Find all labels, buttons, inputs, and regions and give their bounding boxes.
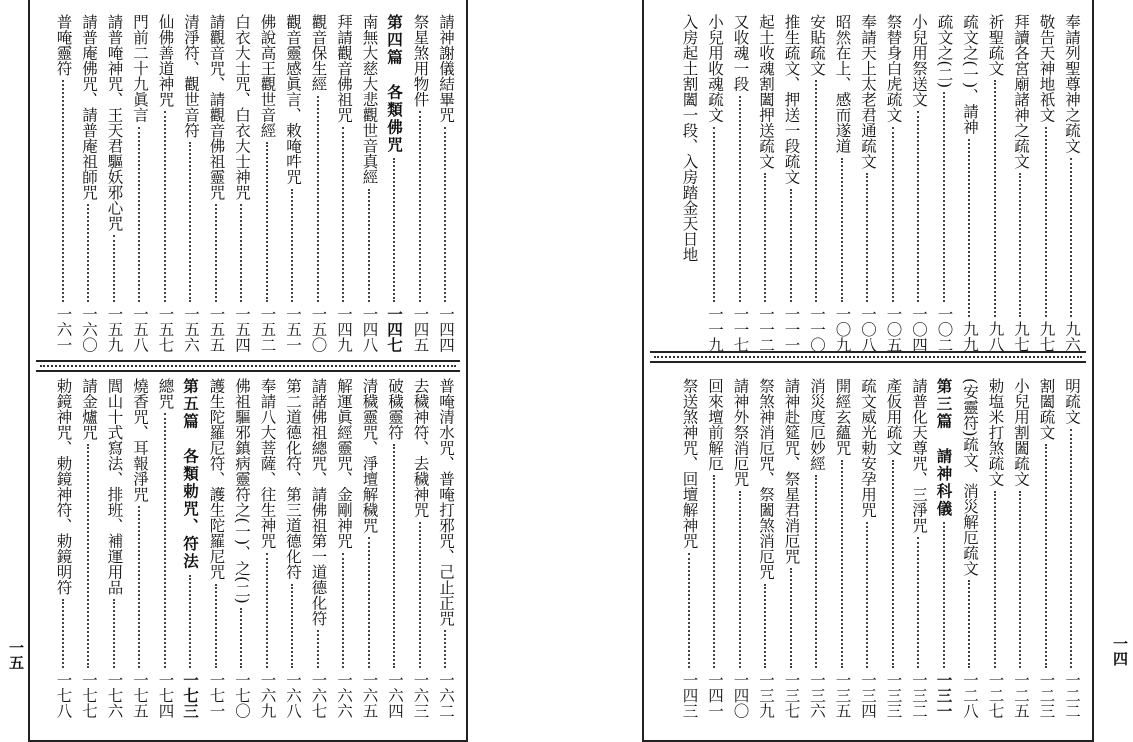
toc-entry [753,378,779,718]
dot-leader [790,568,792,668]
dot-leader [739,491,741,668]
dot-leader [291,584,293,668]
toc-entry-title: 小兒用祭送文 [910,14,928,107]
toc-entry [229,378,255,718]
dot-leader [342,553,344,668]
toc-entry-page: 一五七 [156,305,175,352]
toc-entry [331,14,357,352]
toc-entry [753,14,779,352]
toc-entry [407,14,433,352]
dot-leader [943,522,945,668]
dot-leader [419,522,421,668]
toc-entry-title: 請神謝儀結畢咒 [437,14,455,123]
dot-leader [1019,491,1021,668]
dot-leader [444,127,446,302]
toc-entry-page: 一三七 [782,671,801,718]
toc-entry-page: 一五一 [284,305,302,352]
toc-entry-page: 一〇二 [935,305,954,352]
toc-entry-page: 九七 [1012,321,1030,352]
toc-entry-title: 明疏文 [1063,378,1081,425]
toc-entry-page: 九六 [1063,321,1081,352]
dot-leader [215,204,217,302]
toc-entry [804,378,830,718]
dot-leader [943,92,945,301]
toc-entry [727,14,753,352]
toc-entry-page: 一一二 [757,305,775,352]
toc-entry [1059,14,1085,352]
toc-entry-title: 拜讀各宮廟諸神之疏文 [1012,14,1030,169]
toc-entry-page: 一七三 [181,671,200,718]
dot-leader [739,96,741,302]
dot-leader [815,80,817,302]
toc-entry [407,378,433,718]
toc-entry-title: 觀音靈感眞言、敕唵吽咒 [284,14,302,185]
toc-entry-page: 一六九 [258,671,277,718]
dot-leader [1019,173,1021,317]
toc-entry-page: 九七 [1037,321,1056,352]
toc-entry-title: 祭煞神消厄咒、祭闔煞消厄咒 [757,378,775,580]
toc-entry-title: 請諸佛祖總咒、請佛祖第一道德化符 [309,378,328,626]
toc-entry [676,378,702,718]
toc-entry [957,14,983,352]
dot-leader [138,127,140,302]
toc-entry [152,14,178,352]
toc-entry-page: 一一〇 [808,305,826,352]
toc-entry [829,378,855,718]
toc-entry-title: 清穢靈咒、淨壇解穢咒 [360,378,379,533]
toc-entry-page: 一三九 [757,671,775,718]
toc-entry [280,14,306,352]
toc-entry-title: 第二道德化符、第三道德化符 [284,378,302,580]
dot-leader [87,204,89,302]
dot-leader [317,96,319,302]
toc-entry-page: 一三二 [910,671,928,718]
dot-leader [841,460,843,668]
dot-leader [892,127,894,302]
dot-leader [240,204,242,302]
toc-entry [931,14,957,352]
toc-entry [778,378,804,718]
toc-entry [1008,14,1034,352]
toc-entry-title: 白衣大士咒、白衣大士神咒 [233,14,251,200]
toc-entry-page: 一四一 [706,671,724,718]
toc-entry-title: 勅塩米打煞疏文 [986,378,1005,487]
toc-entry-page: 一四七 [385,305,404,352]
toc-entry-page: 一五〇 [309,305,328,352]
toc-entry-page: 一三四 [859,671,877,718]
toc-entry-page: 一三一 [934,671,954,718]
toc-entry-title: 請觀音咒、請觀音佛祖靈咒 [207,14,226,200]
toc-entry [254,14,280,352]
ornamental-divider [36,360,460,372]
page-number: 一五 [7,640,25,670]
toc-entry-title: 祈聖疏文 [986,14,1005,76]
dot-leader [419,111,421,302]
right-page-top-list [644,14,1092,352]
dot-leader [164,413,166,668]
toc-entry [127,14,153,352]
dot-leader [393,158,395,302]
dot-leader [892,460,894,668]
toc-entry-title: 請金爐咒 [80,378,98,440]
toc-entry [127,378,153,718]
toc-entry-page: 一六七 [309,671,328,718]
toc-entry-title: 開經玄蘊咒 [833,378,852,456]
toc-entry-page: 一七一 [207,671,226,718]
toc-entry [101,14,127,352]
toc-entry-title: 去穢神符、去穢神咒 [411,378,430,518]
left-page-top-list [30,14,466,352]
toc-entry [855,378,881,718]
dot-leader [444,630,446,668]
dot-leader [866,173,868,302]
toc-entry-title: 普唵靈符 [54,14,73,76]
toc-entry-page: 一二五 [1012,671,1030,718]
toc-entry-page: 一四八 [360,305,379,352]
dot-leader [994,80,996,317]
dot-leader [713,127,715,302]
toc-entry-page: 一七六 [105,671,124,718]
toc-entry [906,14,932,352]
toc-entry-title: 第四篇 各類佛咒 [385,14,404,154]
dot-leader [815,475,817,668]
section-heading [382,14,408,352]
toc-entry-page: 一六三 [411,671,430,718]
dot-leader [113,235,115,302]
dot-leader [764,584,766,668]
toc-entry-title: 普唵清水咒、普唵打邪咒、己止正咒 [437,378,455,626]
toc-entry-title: 疏文威光勅安孕用咒 [859,378,877,518]
toc-entry [203,378,229,718]
toc-entry-title: 奉請列聖尊神之疏文 [1063,14,1081,154]
toc-entry-page: 九九 [961,321,979,352]
dot-leader [713,475,715,668]
dot-leader [189,575,191,668]
dot-leader [164,111,166,302]
toc-entry-page: 一六八 [284,671,302,718]
toc-entry-title: 解運眞經靈咒、金剛神咒 [335,378,353,549]
toc-entry-page: 一〇八 [859,305,877,352]
dot-leader [866,522,868,668]
dot-leader [790,189,792,302]
section-heading [931,378,957,718]
toc-entry [982,378,1008,718]
toc-entry-page: 一三三 [884,671,903,718]
dot-leader [1045,444,1047,668]
dot-leader [688,553,690,668]
toc-entry-title: 閭山十式寫法、排班、補運用品 [105,378,124,595]
toc-entry-title: 清淨符、觀世音符 [182,14,200,138]
toc-entry-page: 一〇九 [833,305,852,352]
ornamental-divider [650,351,1086,363]
toc-entry-page: 一一七 [731,305,750,352]
toc-entry [356,14,382,352]
toc-entry [829,14,855,352]
toc-entry-page: 一五五 [207,305,226,352]
dot-leader [62,80,64,302]
dot-leader [968,139,970,317]
toc-entry-page: 一三六 [808,671,826,718]
dot-leader [917,537,919,668]
toc-entry [676,14,702,352]
toc-entry-title: 起土收魂割闔押送疏文 [757,14,775,169]
dot-leader [393,444,395,668]
toc-entry-title: 請神外祭消厄咒 [731,378,750,487]
toc-entry-title: 安貼疏文 [808,14,826,76]
right-page [642,0,1094,742]
dot-leader [240,608,242,668]
toc-entry [280,378,306,718]
toc-entry-page: 一三五 [833,671,852,718]
toc-entry-page: 一〇五 [884,305,903,352]
toc-entry-title: 門前二十九眞言 [131,14,149,123]
toc-entry-page: 一五九 [105,305,124,352]
toc-entry-page: 一七八 [54,671,73,718]
toc-entry [906,378,932,718]
dot-leader [1045,127,1047,318]
dot-leader [317,630,319,668]
page-number: 一四 [1111,636,1129,666]
toc-entry [178,14,204,352]
toc-entry-page: 一六二 [437,671,455,718]
toc-entry [982,14,1008,352]
toc-entry-page: 一四三 [680,671,699,718]
toc-entry [855,14,881,352]
toc-entry-page: 一五六 [182,305,200,352]
toc-entry-page: 一二三 [1037,671,1056,718]
toc-entry [880,14,906,352]
toc-entry [1033,378,1059,718]
right-page-bottom-list [644,378,1092,718]
toc-entry [76,14,102,352]
toc-entry-page: 一四九 [335,305,353,352]
toc-entry-page: 一二八 [961,671,979,718]
toc-entry-title: 疏文之(二) [935,14,954,89]
toc-entry-page: 一五四 [233,305,251,352]
toc-entry-page: 一七五 [131,671,149,718]
toc-entry-title: 割闔疏文 [1037,378,1056,440]
toc-entry-title: 南無大慈大悲觀世音真經 [360,14,379,185]
toc-entry-title: 請普化天尊咒、三淨咒 [910,378,928,533]
dot-leader [87,444,89,668]
toc-entry-title: 小兒用收魂疏文 [706,14,724,123]
toc-entry-title: 拜請觀音佛祖咒 [335,14,353,123]
toc-entry-page: 一五二 [258,305,277,352]
toc-entry-page: 一六〇 [80,305,98,352]
toc-entry [203,14,229,352]
toc-entry [50,378,76,718]
toc-entry [957,378,983,718]
dot-leader [291,189,293,302]
toc-entry [331,378,357,718]
dot-leader [994,491,996,668]
toc-entry-page: 一四五 [411,305,430,352]
toc-entry-title: 小兒用割闔疏文 [1012,378,1030,487]
toc-entry [1008,378,1034,718]
toc-entry-title: 觀音保生經 [309,14,328,92]
toc-entry-title: 請普庵佛咒、請普庵祖師咒 [80,14,98,200]
toc-entry-title: 勅鏡神咒、勅鏡神符、勅鏡明符 [54,378,73,595]
toc-entry-title: 燒香咒、耳報淨咒 [131,378,149,502]
toc-entry [356,378,382,718]
toc-entry [101,378,127,718]
toc-entry-page: 一六四 [386,671,404,718]
toc-entry-title: 佛說高王觀世音經 [258,14,277,138]
toc-entry-page: 一七〇 [233,671,251,718]
toc-entry-page: 一〇四 [910,305,928,352]
toc-entry-title: 護生陀羅尼符、護生陀羅尼咒 [207,378,226,580]
toc-entry-title: 推生疏文、押送一段疏文 [782,14,801,185]
toc-entry [1059,378,1085,718]
toc-entry-title: 奉請天上太老君通疏文 [859,14,877,169]
toc-entry-title: 祭替身白虎疏文 [884,14,903,123]
toc-entry-title: 第三篇 請神科儀 [934,378,954,518]
toc-entry-page: 一六一 [54,305,73,352]
toc-entry-title: 疏文之(一)、請神 [961,14,979,135]
dot-leader [113,599,115,668]
toc-entry [305,14,331,352]
toc-entry-title: 仙佛善道神咒 [156,14,175,107]
toc-entry-page: 一二二 [1063,671,1081,718]
dot-leader [368,537,370,668]
toc-entry [702,14,728,352]
toc-entry-title: 奉請八大菩薩、往生神咒 [258,378,277,549]
toc-entry-title: 入房起土割闔一段、入房踏金天日地 [680,14,699,262]
toc-entry-title: 祭星煞用物件 [411,14,430,107]
dot-leader [266,553,268,668]
dot-leader [189,142,191,302]
toc-entry-title: 祭送煞神咒、回壇解神咒 [680,378,699,549]
toc-entry [305,378,331,718]
toc-entry [254,378,280,718]
toc-entry-title: 破穢靈符 [386,378,404,440]
toc-entry-title: 產仮用疏文 [884,378,903,456]
toc-entry-title: 佛祖驅邪鎮病靈符之(一)、之(二) [233,378,251,604]
toc-entry-title: 昭然在上、感而遂道 [833,14,852,154]
toc-entry [727,378,753,718]
toc-entry-page: 一二七 [986,671,1005,718]
toc-entry [433,378,459,718]
toc-entry [50,14,76,352]
toc-entry [880,378,906,718]
toc-entry-page: 一六六 [335,671,353,718]
toc-entry-page: 九八 [986,321,1005,352]
toc-entry [804,14,830,352]
dot-leader [342,127,344,302]
toc-entry-title: 回來壇前解厄 [706,378,724,471]
toc-entry-title: 第五篇 各類勅咒、符法 [181,378,200,571]
toc-entry [382,378,408,718]
toc-entry [778,14,804,352]
dot-leader [215,584,217,668]
toc-entry-title: 敬告天神地祇文 [1037,14,1056,123]
toc-entry-page: 一一一 [782,305,801,352]
dot-leader [841,158,843,302]
toc-entry [152,378,178,718]
dot-leader [1070,429,1072,668]
dot-leader [917,111,919,302]
toc-entry-title: 又收魂一段 [731,14,750,92]
toc-entry [229,14,255,352]
toc-entry [76,378,102,718]
dot-leader [368,189,370,302]
toc-entry-page: 一七四 [156,671,175,718]
dot-leader [138,506,140,668]
toc-entry-title: 總咒 [156,378,175,409]
dot-leader [968,580,970,667]
left-page [28,0,468,742]
dot-leader [764,173,766,302]
toc-entry-page: 一五八 [131,305,149,352]
toc-entry-page: 一七七 [80,671,98,718]
toc-entry-title: 請神赴筵咒、祭星君消厄咒 [782,378,801,564]
toc-entry-page: 一六五 [360,671,379,718]
toc-entry [702,378,728,718]
dot-leader [266,142,268,302]
toc-entry [433,14,459,352]
toc-entry-page: 一一九 [706,305,724,352]
dot-leader [62,599,64,668]
left-page-bottom-list [30,378,466,718]
section-heading [178,378,204,718]
toc-entry-title: 請普唵神咒、王天君驅妖邪心咒 [105,14,124,231]
dot-leader [1070,158,1072,318]
toc-entry-page: 一四四 [437,305,455,352]
toc-entry-title: 消災度厄妙經 [808,378,826,471]
toc-entry [1033,14,1059,352]
toc-entry-title: (安靈符)疏文、消災解厄疏文 [961,378,979,577]
toc-entry-page: 一四〇 [731,671,750,718]
